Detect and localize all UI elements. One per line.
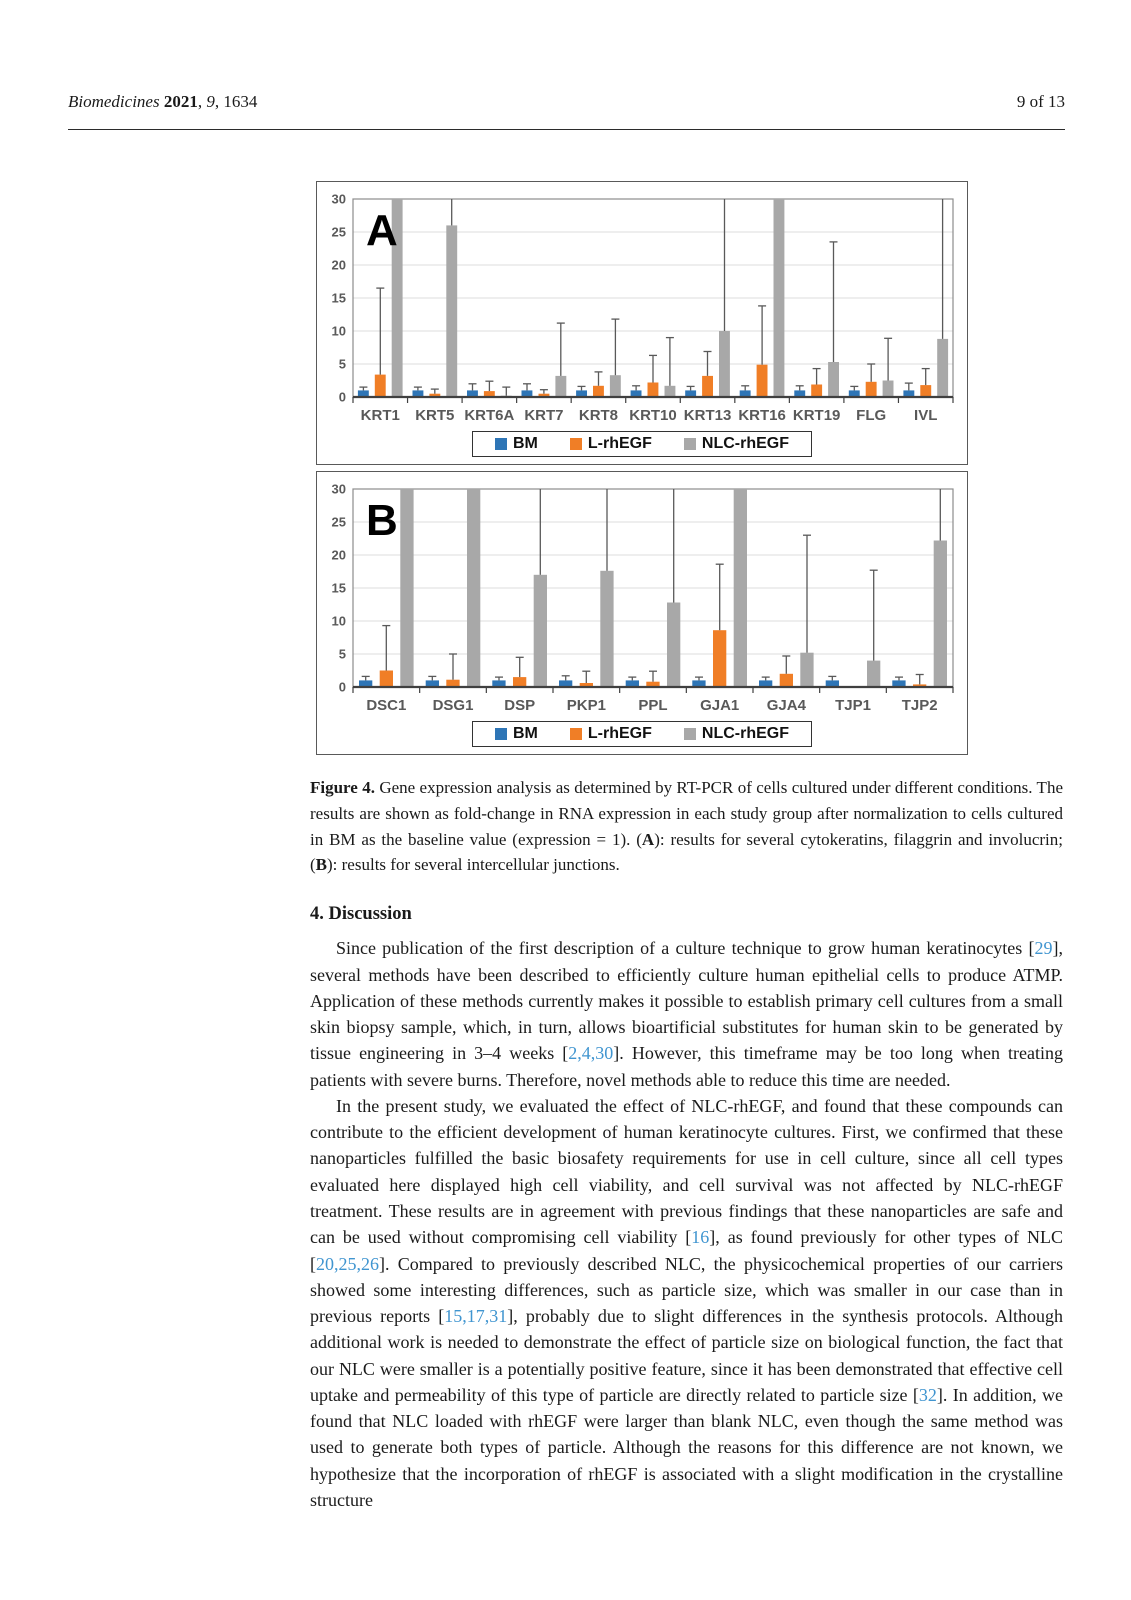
legend-swatch-icon <box>684 438 696 450</box>
y-tick-label: 30 <box>331 191 346 207</box>
citation-link[interactable]: 32 <box>918 1384 937 1405</box>
bar <box>828 362 839 397</box>
y-tick-label: 10 <box>331 613 346 629</box>
category-label: KRT19 <box>792 407 841 424</box>
legend-row <box>319 721 965 747</box>
text-run: ], probably due to slight differences in the synthesis protocols. Although additional work is needed to demonstrate the effect of particle size on biological function, the fact that our NLC were smaller is a potentially positive feature, since it has been demonstrated that effective cell uptake and permeability of this type of particle are directly related to particle size [ <box>310 1306 1064 1405</box>
category-label: DSG1 <box>432 697 474 714</box>
citation-link[interactable]: 29 <box>1034 938 1053 959</box>
category-label: KRT6A <box>464 407 515 424</box>
text-run: B <box>315 855 328 875</box>
legend-swatch-icon <box>495 438 507 450</box>
text-run: ): results for several intercellular junctions. <box>327 855 620 875</box>
category-label: FLG <box>856 407 887 424</box>
category-label: PKP1 <box>566 697 606 714</box>
text-run: ]. However, this timeframe may be too long when treating patients with severe burns. Therefore, novel methods able to reduce this time are needed. <box>310 1043 1063 1090</box>
text-run: Gene expression analysis as determined by RT-PCR of cells cultured under different conditions. The results are shown as fold-change in RNA expression in each study group after normalization to cells cultured in BM as the baseline value (expression = 1). ( <box>310 778 1063 849</box>
chart-panel-a <box>316 181 968 465</box>
legend-item <box>684 725 789 743</box>
category-label: KRT16 <box>738 407 786 424</box>
text-run: ): results for several cytokeratins, filaggrin and involucrin; ( <box>310 829 1063 875</box>
text-run: , <box>197 92 207 111</box>
category-label: TJP1 <box>835 697 871 714</box>
bar <box>734 489 747 687</box>
chart-legend <box>472 431 812 457</box>
panel-letter: A <box>366 206 398 255</box>
citation-link[interactable]: 20,25,26 <box>316 1253 379 1274</box>
y-tick-label: 15 <box>331 290 346 306</box>
legend-label: BM <box>513 435 538 452</box>
legend-label: L-rhEGF <box>587 725 652 742</box>
bar <box>593 386 604 397</box>
legend-label: NLC-rhEGF <box>701 435 789 452</box>
legend-item <box>495 435 538 453</box>
text-run: , 1634 <box>214 92 258 111</box>
discussion-paragraphs <box>310 935 1063 1513</box>
legend-item <box>495 725 538 743</box>
text-run: 2021 <box>163 92 198 111</box>
section-heading: 4. Discussion <box>310 904 412 925</box>
bar <box>800 653 813 687</box>
y-tick-label: 5 <box>338 646 346 662</box>
category-label: DSP <box>504 697 536 714</box>
legend-item <box>570 725 652 743</box>
bar <box>867 661 880 687</box>
bar <box>665 386 676 397</box>
discussion-paragraph <box>310 1093 1063 1513</box>
category-label: KRT13 <box>683 407 732 424</box>
bar <box>866 382 877 397</box>
figure-4 <box>316 181 968 755</box>
citation-link[interactable]: 16 <box>691 1227 710 1248</box>
bar <box>713 630 726 687</box>
page-header <box>68 92 1065 112</box>
bar <box>513 677 526 687</box>
y-tick-label: 25 <box>331 514 346 530</box>
bar <box>774 199 785 397</box>
panel-letter: B <box>366 496 398 545</box>
bar <box>811 385 822 398</box>
y-tick-label: 20 <box>331 257 346 273</box>
bar <box>375 375 386 397</box>
bar <box>380 671 393 688</box>
text-run: Since publication of the first description of a culture technique to grow human keratinocytes [ <box>336 938 1035 959</box>
y-tick-label: 0 <box>338 679 346 695</box>
text-run: Biomedicines <box>68 92 164 111</box>
text-run: ], several methods have been described to efficiently culture human epithelial cells to produce ATMP. Application of these methods currently makes it possible to establish primary cell cultures from a small skin biopsy sample, which, in turn, allows bioartificial substitutes for human skin to be generated by tissue engineering in 3–4 weeks [ <box>310 938 1063 1064</box>
bar <box>400 489 413 687</box>
text-run: 9 <box>206 92 215 111</box>
bar <box>719 331 730 397</box>
text-run: ], as found previously for other types of NLC [ <box>310 1227 1063 1274</box>
category-label: KRT10 <box>629 407 677 424</box>
bar <box>757 365 768 397</box>
category-label: KRT5 <box>415 407 455 424</box>
bar <box>467 489 480 687</box>
bar <box>780 674 793 687</box>
text-run: ]. In addition, we found that NLC loaded with rhEGF were larger than blank NLC, even though the same method was used to generate both types of particle. Although the reasons for this difference are not known, we hypothesize that the incorporation of rhEGF is associated with a slight modification in the crystalline structure <box>310 1384 1063 1510</box>
text-run: A <box>641 829 655 849</box>
header-rule <box>68 129 1065 130</box>
bar <box>446 225 457 397</box>
text-run: Figure 4. <box>310 778 380 797</box>
discussion-paragraph <box>310 935 1063 1093</box>
y-tick-label: 25 <box>331 224 346 240</box>
citation-link[interactable]: 2,4,30 <box>568 1043 614 1064</box>
figure-caption <box>310 775 1063 878</box>
category-label: IVL <box>914 407 938 424</box>
journal-citation <box>68 92 257 112</box>
legend-swatch-icon <box>684 728 696 740</box>
chart-panel-b <box>316 471 968 755</box>
category-label: KRT7 <box>524 407 564 424</box>
legend-label: BM <box>513 725 538 742</box>
bar <box>610 375 621 397</box>
text-run: ]. Compared to previously described NLC, the physicochemical properties of our carriers showed some interesting differences, such as particle size, which was smaller in our case than in previous reports [ <box>310 1253 1063 1327</box>
category-label: KRT8 <box>578 407 619 424</box>
text-column <box>310 181 1063 1513</box>
bar <box>702 376 713 397</box>
legend-row <box>319 431 965 457</box>
legend-item <box>570 435 652 453</box>
text-run: In the present study, we evaluated the effect of NLC-rhEGF, and found that these compounds can contribute to the efficient development of human keratinocyte cultures. First, we confirmed that these nanoparticles fulfilled the basic biosafety requirements for use in cell culture, since all cell types evaluated here displayed high cell viability, and cell survival was not affected by NLC-rhEGF treatment. These results are in agreement with previous findings that these nanoparticles are safe and can be used without compromising cell viability [ <box>310 1095 1063 1248</box>
y-tick-label: 5 <box>338 356 346 372</box>
bar <box>667 603 680 688</box>
bar <box>600 571 613 687</box>
bar-chart-b <box>319 475 963 718</box>
legend-label: NLC-rhEGF <box>701 725 789 742</box>
y-tick-label: 10 <box>331 323 346 339</box>
y-tick-label: 0 <box>338 389 346 405</box>
bar-chart-a <box>319 185 963 428</box>
y-tick-label: 20 <box>331 547 346 563</box>
page-number: 9 of 13 <box>1016 92 1065 111</box>
y-tick-label: 30 <box>331 481 346 497</box>
legend-swatch-icon <box>570 728 582 740</box>
bar <box>934 541 947 688</box>
category-label: GJA1 <box>700 697 740 714</box>
bar <box>648 383 659 398</box>
bar <box>937 339 948 397</box>
bar <box>920 385 931 397</box>
category-label: TJP2 <box>901 697 938 714</box>
bar <box>883 381 894 398</box>
legend-label: L-rhEGF <box>587 435 652 452</box>
y-tick-label: 15 <box>331 580 346 596</box>
bar <box>555 376 566 397</box>
category-label: PPL <box>638 697 668 714</box>
bar <box>534 575 547 687</box>
chart-legend <box>472 721 812 747</box>
category-label: GJA4 <box>766 697 806 714</box>
category-label: KRT1 <box>360 407 400 424</box>
legend-item <box>684 435 789 453</box>
citation-link[interactable]: 15,17,31 <box>444 1306 508 1327</box>
legend-swatch-icon <box>570 438 582 450</box>
category-label: DSC1 <box>366 697 407 714</box>
legend-swatch-icon <box>495 728 507 740</box>
